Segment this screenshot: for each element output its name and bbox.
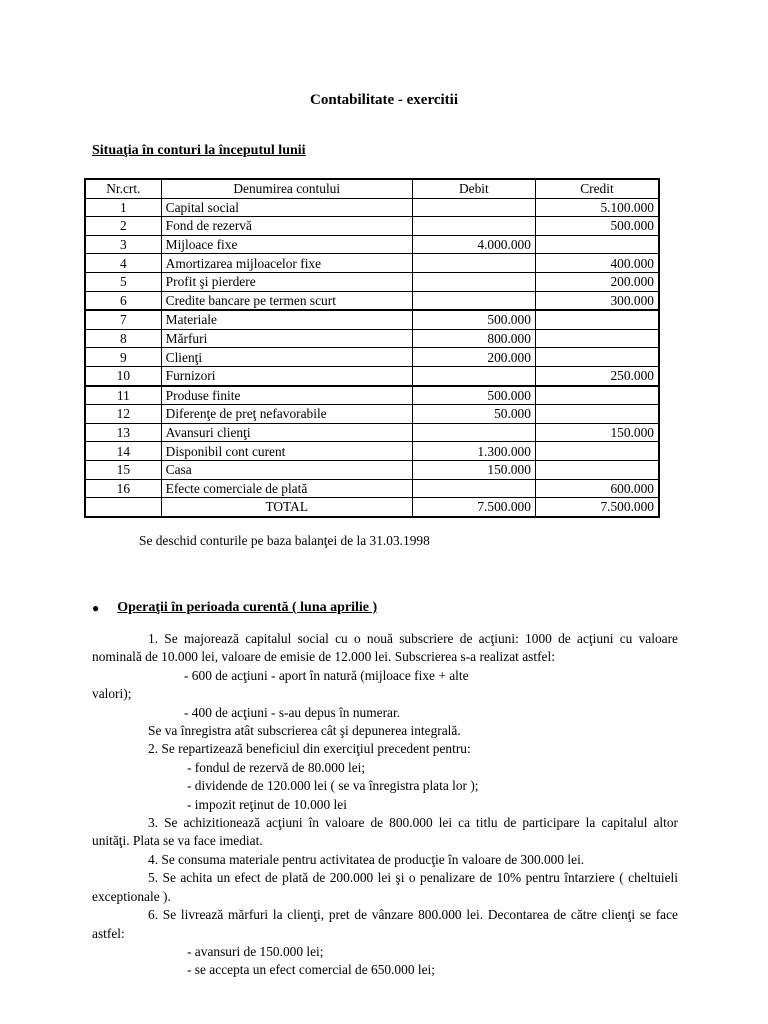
- row-credit: 200.000: [535, 272, 659, 291]
- row-debit: 150.000: [412, 460, 535, 479]
- row-credit: [535, 405, 659, 424]
- row-account-name: Disponibil cont curent: [161, 442, 412, 461]
- row-account-name: Fond de rezervă: [161, 217, 412, 236]
- row-nr: 12: [85, 405, 161, 424]
- col-header-debit: Debit: [412, 179, 535, 198]
- total-nr-cell: [85, 498, 161, 517]
- row-debit: [412, 479, 535, 498]
- table-row: [85, 254, 659, 273]
- row-nr: 9: [85, 348, 161, 367]
- table-row: [85, 235, 659, 254]
- operation-1-note: Se va înregistra atât subscrierea cât şi depunerea integrală.: [148, 723, 461, 739]
- bullet-icon: ●: [92, 600, 100, 615]
- row-debit: 50.000: [412, 405, 535, 424]
- row-debit: 500.000: [412, 310, 535, 329]
- operation-6: 6. Se livrează mărfuri la clienţi, pret de vânzare 800.000 lei. Decontarea de către clienţi se face astfel:: [92, 907, 678, 941]
- row-account-name: Credite bancare pe termen scurt: [161, 291, 412, 310]
- row-nr: 4: [85, 254, 161, 273]
- row-debit: [412, 291, 535, 310]
- total-debit: 7.500.000: [412, 498, 535, 517]
- row-account-name: Efecte comerciale de plată: [161, 479, 412, 498]
- row-credit: [535, 329, 659, 348]
- row-credit: [535, 348, 659, 367]
- operation-1-item-a: - 600 de acţiuni - aport în natură (mijloace fixe + alte: [184, 667, 469, 683]
- row-nr: 15: [85, 460, 161, 479]
- operation-3: 3. Se achizitionează acţiuni în valoare de 800.000 lei ca titlu de participare la capitalul altor unităţi. Plata se va face imediat.: [92, 815, 678, 849]
- table-row: [85, 442, 659, 461]
- row-nr: 5: [85, 272, 161, 291]
- row-debit: 4.000.000: [412, 235, 535, 254]
- row-debit: 1.300.000: [412, 442, 535, 461]
- row-credit: [535, 386, 659, 405]
- table-row: [85, 366, 659, 385]
- row-nr: 1: [85, 198, 161, 217]
- row-nr: 16: [85, 479, 161, 498]
- row-debit: [412, 254, 535, 273]
- row-debit: [412, 217, 535, 236]
- row-account-name: Casa: [161, 460, 412, 479]
- row-credit: [535, 235, 659, 254]
- row-nr: 8: [85, 329, 161, 348]
- operation-1-item-b: - 400 de acţiuni - s-au depus în numerar.: [184, 704, 401, 720]
- accounts-table: [84, 178, 660, 518]
- operations-text: [92, 630, 678, 980]
- operation-2-item-a: - fondul de rezervă de 80.000 lei;: [187, 759, 366, 775]
- table-row: [85, 291, 659, 310]
- total-label: TOTAL: [161, 498, 412, 517]
- row-account-name: Capital social: [161, 198, 412, 217]
- row-nr: 14: [85, 442, 161, 461]
- operation-2-item-c: - impozit reţinut de 10.000 lei: [187, 796, 347, 812]
- row-account-name: Mărfuri: [161, 329, 412, 348]
- table-row: [85, 310, 659, 329]
- row-account-name: Avansuri clienţi: [161, 423, 412, 442]
- section-heading: [92, 600, 377, 616]
- row-account-name: Materiale: [161, 310, 412, 329]
- row-account-name: Clienţi: [161, 348, 412, 367]
- table-row: [85, 386, 659, 405]
- row-debit: [412, 423, 535, 442]
- row-nr: 7: [85, 310, 161, 329]
- operation-6-item-b: - se accepta un efect comercial de 650.000 lei;: [187, 962, 435, 978]
- row-credit: 5.100.000: [535, 198, 659, 217]
- row-account-name: Furnizori: [161, 366, 412, 385]
- section-title: Operaţii în perioada curentă ( luna aprilie ): [117, 600, 378, 615]
- table-row: [85, 329, 659, 348]
- operation-6-item-a: - avansuri de 150.000 lei;: [187, 943, 324, 959]
- row-nr: 6: [85, 291, 161, 310]
- table-row: [85, 217, 659, 236]
- row-debit: 200.000: [412, 348, 535, 367]
- row-account-name: Mijloace fixe: [161, 235, 412, 254]
- row-debit: 500.000: [412, 386, 535, 405]
- row-credit: 300.000: [535, 291, 659, 310]
- row-nr: 13: [85, 423, 161, 442]
- table-row: [85, 423, 659, 442]
- row-credit: 600.000: [535, 479, 659, 498]
- row-account-name: Diferenţe de preţ nefavorabile: [161, 405, 412, 424]
- operation-5: 5. Se achita un efect de plată de 200.000 lei şi o penalizare de 10% pentru întarziere ( cheltuieli exceptionale ).: [92, 870, 678, 904]
- row-debit: 800.000: [412, 329, 535, 348]
- operation-2: 2. Se repartizează beneficiul din exerciţiul precedent pentru:: [148, 741, 471, 757]
- row-debit: [412, 198, 535, 217]
- row-credit: [535, 442, 659, 461]
- table-row: [85, 348, 659, 367]
- row-credit: [535, 310, 659, 329]
- page-title: Contabilitate - exercitii: [309, 92, 458, 108]
- row-debit: [412, 272, 535, 291]
- row-credit: 150.000: [535, 423, 659, 442]
- row-nr: 3: [85, 235, 161, 254]
- col-header-credit: Credit: [535, 179, 659, 198]
- row-credit: 400.000: [535, 254, 659, 273]
- table-row: [85, 272, 659, 291]
- row-account-name: Produse finite: [161, 386, 412, 405]
- table-row: [85, 405, 659, 424]
- table-row: [85, 198, 659, 217]
- table-row: [85, 479, 659, 498]
- row-account-name: Profit şi pierdere: [161, 272, 412, 291]
- total-row: [85, 498, 659, 517]
- row-nr: 11: [85, 386, 161, 405]
- total-credit: 7.500.000: [535, 498, 659, 517]
- balance-note: Se deschid conturile pe baza balanţei de la 31.03.1998: [139, 533, 430, 548]
- table-row: [85, 460, 659, 479]
- table-header-row: [85, 179, 659, 198]
- row-account-name: Amortizarea mijloacelor fixe: [161, 254, 412, 273]
- row-credit: 500.000: [535, 217, 659, 236]
- row-credit: [535, 460, 659, 479]
- operation-2-item-b: - dividende de 120.000 lei ( se va înregistra plata lor );: [187, 778, 479, 794]
- col-header-nr: Nr.crt.: [85, 179, 161, 198]
- operation-1: 1. Se majorează capitalul social cu o nouă subscriere de acţiuni: 1000 de acţiuni cu valoare nominală de 10.000 lei, valoare de emisie de 12.000 lei. Subscrierea s-a realizat astfel:: [92, 631, 678, 665]
- operation-4: 4. Se consuma materiale pentru activitatea de producţie în valoare de 300.000 lei.: [148, 851, 585, 867]
- operation-1-item-a-cont: valori);: [92, 686, 132, 702]
- table-caption: Situaţia în conturi la începutul lunii: [92, 143, 306, 158]
- row-nr: 10: [85, 366, 161, 385]
- col-header-name: Denumirea contului: [161, 179, 412, 198]
- row-credit: 250.000: [535, 366, 659, 385]
- row-debit: [412, 366, 535, 385]
- row-nr: 2: [85, 217, 161, 236]
